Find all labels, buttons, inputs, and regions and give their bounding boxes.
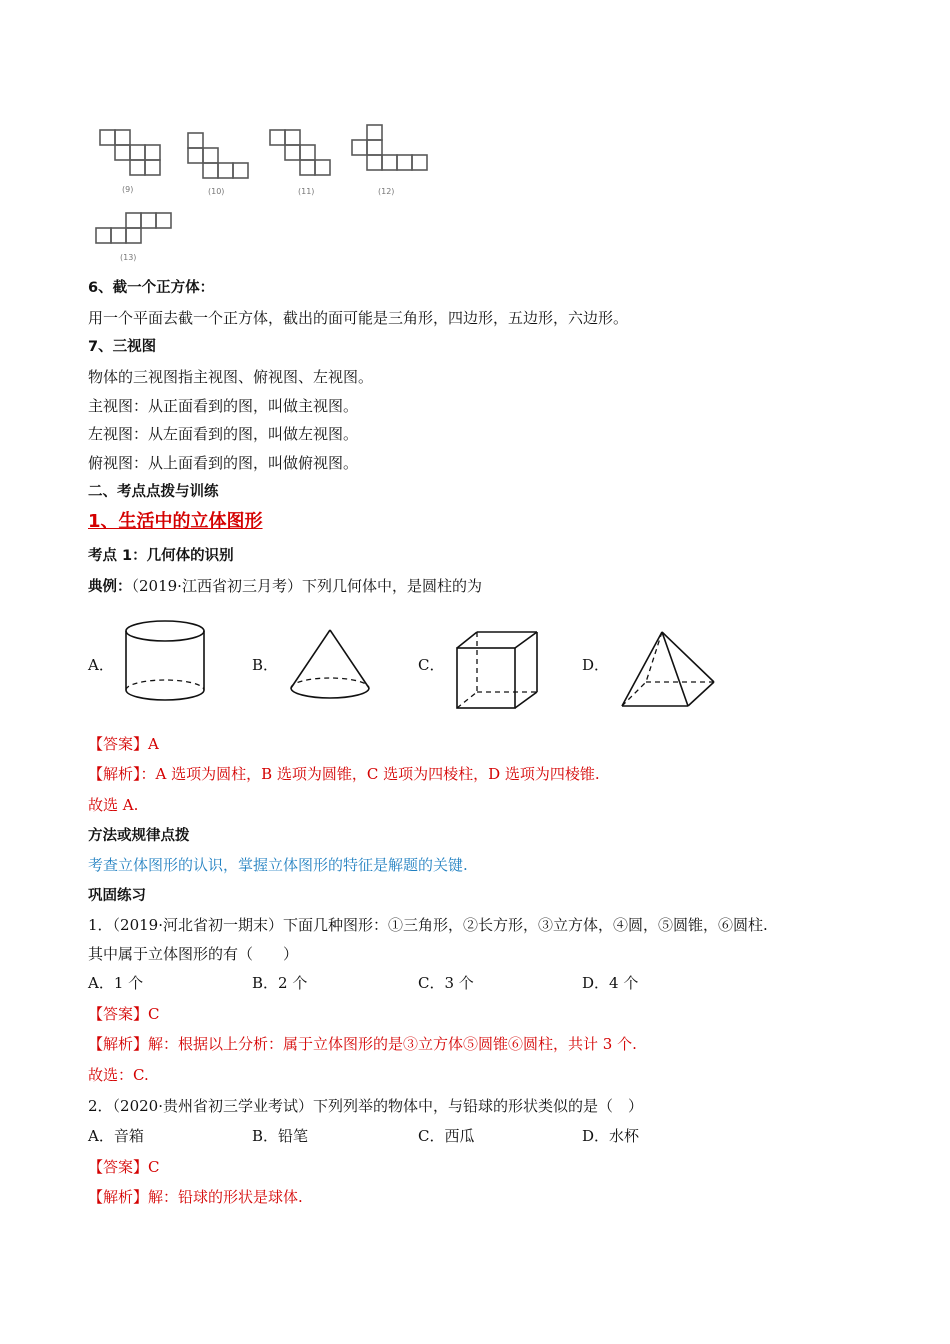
q2-option-b: B．铅笔 — [252, 1127, 309, 1145]
kaodian1-title: 考点 1：几何体的识别 — [88, 548, 234, 564]
q1-conclusion: 故选：C. — [88, 1066, 149, 1084]
net-figure-12 — [352, 125, 427, 196]
net-caption-9: (9) — [122, 185, 134, 194]
q1-option-c: C．3 个 — [418, 974, 474, 992]
q1-line-2: 其中属于立体图形的有（ ） — [88, 945, 299, 963]
net-figure-11 — [270, 130, 330, 196]
q1-option-d: D．4 个 — [582, 974, 639, 992]
sec7-title: 7、三视图 — [88, 339, 157, 355]
q2-option-a: A．音箱 — [88, 1127, 144, 1145]
q2-option-d: D．水杯 — [582, 1127, 640, 1145]
example-option-a: A． — [88, 656, 114, 674]
example-conclusion: 故选 A. — [88, 796, 139, 814]
net-caption-10: (10) — [208, 187, 225, 196]
sec6-text: 用一个平面去截一个正方体，截出的面可能是三角形，四边形，五边形，六边形。 — [88, 309, 629, 327]
example-option-c: C． — [418, 656, 445, 674]
section1-title: 1、生活中的立体图形 — [88, 511, 263, 532]
net-figure-9 — [100, 130, 160, 194]
sec7-line-4: 俯视图：从上面看到的图，叫做俯视图。 — [88, 454, 359, 472]
example-line — [88, 576, 482, 597]
pyramid-figure — [618, 628, 728, 728]
cube-net-figures — [0, 0, 950, 270]
q1-option-a: A．1 个 — [88, 974, 144, 992]
sec7-line-3: 左视图：从左面看到的图，叫做左视图。 — [88, 425, 359, 443]
example-label: 典例： — [88, 579, 132, 595]
net-caption-11: (11) — [298, 187, 315, 196]
example-text: （2019·江西省初三月考）下列几何体中，是圆柱的为 — [131, 577, 482, 595]
practice-title: 巩固练习 — [88, 888, 146, 904]
cylinder-figure — [120, 615, 220, 715]
method-text: 考查立体图形的认识，掌握立体图形的特征是解题的关键. — [88, 856, 468, 874]
q2-analysis-line — [88, 1187, 303, 1207]
q1-answer: 【答案】C — [88, 1005, 160, 1023]
net-figure-10 — [188, 133, 248, 196]
example-answer: 【答案】A — [88, 735, 159, 753]
q2-analysis-tag: 【解析】 — [88, 1188, 149, 1206]
q1-option-b: B．2 个 — [252, 974, 308, 992]
net-figure-13 — [96, 213, 171, 262]
cone-figure — [288, 620, 388, 720]
net-caption-13: (13) — [120, 253, 137, 262]
q1-analysis-tag: 【解析】 — [88, 1035, 149, 1053]
q2-option-c: C．西瓜 — [418, 1127, 475, 1145]
prism-figure — [455, 630, 555, 730]
sec6-title: 6、截一个正方体： — [88, 280, 215, 296]
method-title: 方法或规律点拨 — [88, 828, 190, 844]
example-analysis: 【解析】：A 选项为圆柱，B 选项为圆锥，C 选项为四棱柱，D 选项为四棱锥. — [88, 765, 600, 783]
q1-line-1: 1．（2019·河北省初一期末）下面几种图形：①三角形，②长方形，③立方体，④圆，⑤圆锥，⑥圆柱. — [88, 916, 768, 934]
sec7-line-1: 物体的三视图指主视图、俯视图、左视图。 — [88, 368, 374, 386]
part2-title: 二、考点点拨与训练 — [88, 484, 219, 500]
q2-answer: 【答案】C — [88, 1158, 160, 1176]
example-option-d: D． — [582, 656, 610, 674]
net-caption-12: (12) — [378, 187, 395, 196]
sec7-line-2: 主视图：从正面看到的图，叫做主视图。 — [88, 397, 359, 415]
q1-analysis: 解：根据以上分析：属于立体图形的是③立方体⑤圆锥⑥圆柱，共计 3 个. — [148, 1035, 637, 1053]
q2-analysis: 解：铅球的形状是球体. — [148, 1188, 303, 1206]
q1-analysis-line — [88, 1034, 637, 1054]
q2-line-1: 2．（2020·贵州省初三学业考试）下列列举的物体中，与铅球的形状类似的是（ ） — [88, 1097, 643, 1115]
example-option-b: B． — [252, 656, 279, 674]
